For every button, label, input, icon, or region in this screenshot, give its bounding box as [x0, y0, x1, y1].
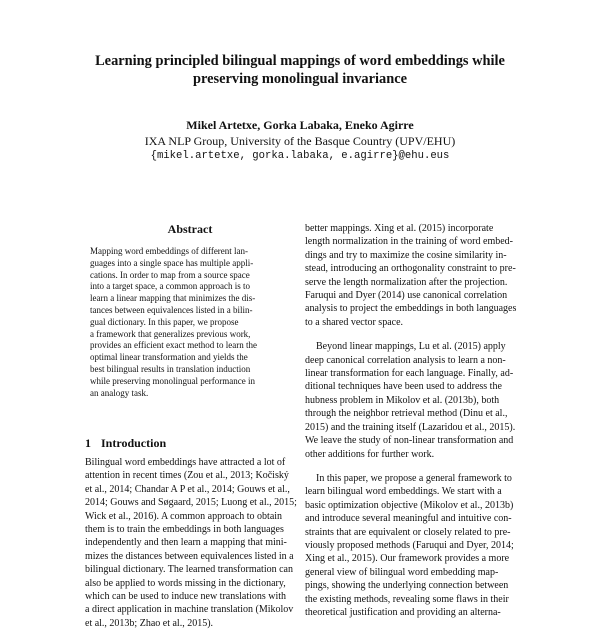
abstract-line: tances between equivalences listed in a bilin- [90, 304, 253, 315]
abstract-line: provides an efficient exact method to learn the [90, 340, 258, 351]
body-line: In this paper, we propose a general framework to [316, 472, 512, 484]
body-paragraph [305, 472, 519, 619]
body-line: dings and try to maximize the cosine similarity in- [305, 249, 507, 261]
intro-line: which can be used to induce new translations with [85, 591, 287, 603]
body-paragraph [305, 340, 519, 461]
body-line: serve the length normalization after the projection. [305, 276, 508, 288]
abstract-line: a framework that generalizes previous work, [90, 328, 251, 339]
author-emails: {mikel.artetxe, gorka.labaka, e.agirre}@ehu.eus [150, 150, 450, 162]
author-names: Mikel Artetxe, Gorka Labaka, Eneko Agirre [186, 118, 414, 132]
body-line: length normalization in the training of word embed- [305, 236, 513, 248]
affiliation: IXA NLP Group, University of the Basque Country (UPV/EHU) [144, 133, 456, 148]
body-line: Faruqui and Dyer (2014) use canonical correlation [305, 290, 508, 302]
body-line: learn bilingual word embeddings. We start with a [305, 486, 502, 498]
title-line: preserving monolingual invariance [192, 71, 407, 87]
body-line: better mappings. Xing et al. (2015) incorporate [305, 223, 494, 234]
abstract-line: guages into a single space has multiple appli- [90, 257, 254, 268]
abstract-line: gual dictionary. In this paper, we propose [90, 316, 239, 327]
author-block [60, 118, 540, 165]
body-line: Xing et al., 2015). Our framework provides a more [305, 553, 510, 565]
body-line: hubness problem in Mikolov et al. (2013b), both [305, 394, 500, 406]
abstract-body [90, 246, 283, 399]
body-line: straints that are equivalent or closely related to pre- [305, 526, 511, 538]
intro-paragraph [85, 456, 297, 630]
intro-line: Wick et al., 2016). A common approach to obtain [85, 510, 283, 522]
paragraph-gap [305, 461, 519, 472]
abstract-line: an analogy task. [90, 387, 149, 398]
intro-line: et al., 2014; Chandar A P et al., 2014; Gouws et al., [85, 483, 290, 495]
body-line: viously proposed methods (Faruqui and Dyer, 2014; [305, 539, 514, 551]
body-line: and introduce several meaningful and intuitive con- [305, 513, 512, 525]
paper-title [60, 52, 540, 88]
title-line: Learning principled bilingual mappings of word embeddings while [95, 53, 505, 69]
body-line: to a shared vector space. [305, 316, 404, 328]
body-line: ditional techniques have been used to address the [305, 381, 502, 393]
intro-line: bilingual dictionary. The learned transformation can [85, 564, 293, 576]
left-column [85, 222, 295, 399]
section-heading [85, 436, 166, 451]
abstract-line: best bilingual results in translation induction [90, 363, 251, 374]
right-column [305, 222, 519, 619]
body-line: analysis to project the embeddings in both languages [305, 303, 517, 315]
body-paragraph [305, 222, 519, 329]
body-line: deep canonical correlation analysis to learn a non- [305, 354, 506, 366]
intro-line: attention in recent times (Zou et al., 2013; Kočiský [85, 470, 289, 482]
intro-line: Bilingual word embeddings have attracted a lot of [85, 457, 286, 468]
body-line: theoretical justification and providing an alterna- [305, 606, 501, 618]
section-title: Introduction [101, 436, 167, 450]
intro-line: mizes the distances between equivalences listed in a [85, 550, 294, 562]
intro-line: them is to train the embeddings in both languages [85, 524, 284, 536]
intro-line: 2014; Gouws and Søgaard, 2015; Luong et al., 2015; [85, 497, 297, 509]
body-line: 2015) and the training itself (Lazaridou et al., 2015). [305, 421, 516, 433]
abstract-line: optimal linear transformation and yields the [90, 352, 248, 363]
intro-line: et al., 2013b; Zhao et al., 2015). [85, 617, 214, 629]
abstract-line: cations. In order to map from a source space [90, 269, 250, 280]
section-number: 1 [85, 436, 91, 450]
abstract-heading: Abstract [167, 222, 213, 236]
body-line: basic optimization objective (Mikolov et al., 2013b) [305, 499, 514, 511]
abstract-line: into a target space, a common approach is to [90, 281, 251, 292]
intro-line: independently and then learn a mapping that mini- [85, 537, 287, 549]
abstract-line: learn a linear mapping that minimizes the dis- [90, 293, 256, 304]
body-line: We leave the study of non-linear transformation and [305, 435, 514, 447]
body-line: general view of bilingual word embedding map- [305, 566, 499, 578]
body-line: other additions for further work. [305, 448, 435, 460]
abstract-line: Mapping word embeddings of different lan- [90, 246, 249, 256]
abstract-line: while preserving monolingual performance in [90, 375, 255, 386]
paragraph-gap [305, 329, 519, 340]
body-line: stead, introducing an orthogonality constraint to pre- [305, 263, 516, 275]
body-line: the existing methods, revealing some flaws in their [305, 593, 509, 605]
body-line: Beyond linear mappings, Lu et al. (2015) apply [316, 341, 506, 353]
body-line: linear transformation for each language. Finally, ad- [305, 368, 514, 380]
intro-line: also be applied to words missing in the dictionary, [85, 577, 286, 589]
intro-line: a direct application in machine translation (Mikolov [85, 604, 294, 616]
body-line: through the neighbor retrieval method (Dinu et al., [305, 408, 508, 420]
body-line: pings, showing the underlying connection between [305, 580, 509, 592]
